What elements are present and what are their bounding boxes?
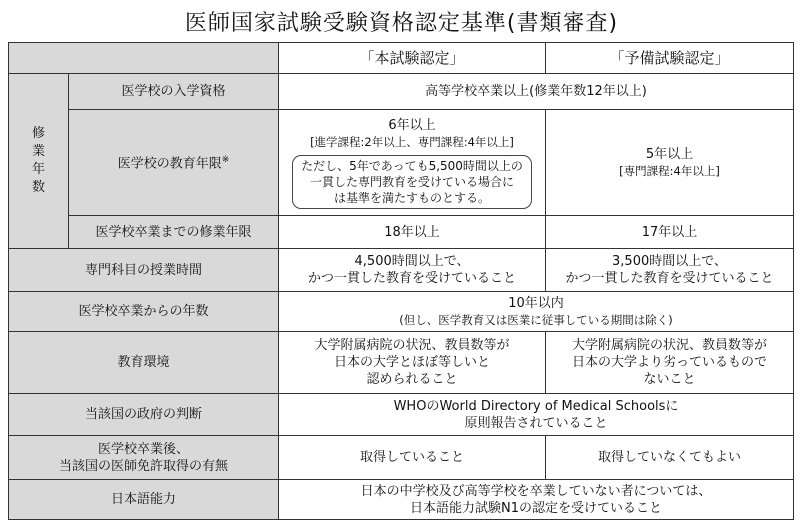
license-main: 取得していること — [279, 436, 546, 480]
row-environment — [9, 332, 794, 394]
environment-prep: 大学附属病院の状況、教員数等が 日本の大学より劣っているもので ないこと — [546, 332, 794, 394]
japanese-value: 日本の中学校及び高等学校を卒業していない者については、 日本語能力試験N1の認定を受けていること — [279, 480, 794, 520]
hours-main: 4,500時間以上で、 かつ一貫した教育を受けていること — [279, 249, 546, 292]
criteria-table — [8, 42, 794, 520]
page-title: 医師国家試験受験資格認定基準(書類審査) — [184, 11, 619, 36]
total-years-prep: 17年以上 — [546, 216, 794, 249]
license-prep: 取得していなくてもよい — [546, 436, 794, 480]
row-education-years — [9, 110, 794, 216]
since-graduation-label: 医学校卒業からの年数 — [9, 292, 279, 332]
header-main-exam: 「本試験認定」 — [279, 43, 546, 74]
hours-label: 専門科目の授業時間 — [9, 249, 279, 292]
total-years-main: 18年以上 — [279, 216, 546, 249]
since-graduation-value: 10年以内 (但し、医学教育又は医業に従事している期間は除く) — [279, 292, 794, 332]
entrance-label: 医学校の入学資格 — [69, 74, 279, 110]
row-hours — [9, 249, 794, 292]
hours-prep: 3,500時間以上で、 かつ一貫した教育を受けていること — [546, 249, 794, 292]
row-license — [9, 436, 794, 480]
exception-note: ただし、5年であっても5,500時間以上の 一貫した専門教育を受けている場合に は基準を満たすものとする。 — [292, 155, 532, 209]
education-years-prep: 5年以上 [専門課程:4年以上] — [546, 110, 794, 216]
environment-label: 教育環境 — [9, 332, 279, 394]
entrance-value: 高等学校卒業以上(修業年数12年以上) — [279, 74, 794, 110]
row-government — [9, 394, 794, 436]
row-since-graduation — [9, 292, 794, 332]
japanese-label: 日本語能力 — [9, 480, 279, 520]
education-years-label: 医学校の教育年限※ — [69, 110, 279, 216]
row-total-years — [9, 216, 794, 249]
government-label: 当該国の政府の判断 — [9, 394, 279, 436]
note-mark: ※ — [221, 155, 230, 166]
environment-main: 大学附属病院の状況、教員数等が 日本の大学とほぼ等しいと 認められること — [279, 332, 546, 394]
years-group-label: 修 業 年 数 — [9, 74, 69, 249]
total-years-label: 医学校卒業までの修業年限 — [69, 216, 279, 249]
header-preliminary-exam: 「予備試験認定」 — [546, 43, 794, 74]
license-label: 医学校卒業後、 当該国の医師免許取得の有無 — [9, 436, 279, 480]
government-value: WHOのWorld Directory of Medical Schoolsに 原則報告されていること — [279, 394, 794, 436]
header-blank-cell — [9, 43, 279, 74]
table-header-row — [9, 43, 794, 74]
education-years-main: 6年以上 [進学課程:2年以上、専門課程:4年以上] ただし、5年であっても5,500時間以上の 一貫した専門教育を受けている場合に は基準を満たすものとする。 — [279, 110, 546, 216]
row-japanese — [9, 480, 794, 520]
row-entrance — [9, 74, 794, 110]
